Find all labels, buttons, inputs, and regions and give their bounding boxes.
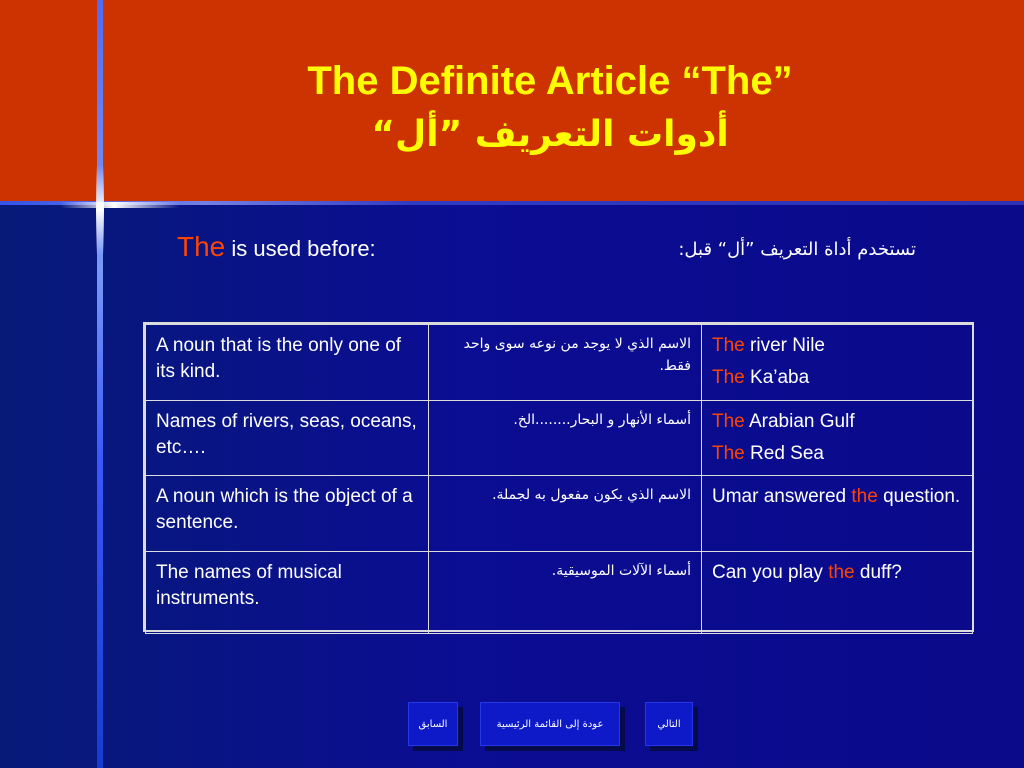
rule-description: A noun that is the only one of its kind. xyxy=(146,325,429,401)
rule-description-arabic: أسماء الآلات الموسيقية. xyxy=(429,552,702,634)
table-row xyxy=(146,401,973,476)
article-highlight: the xyxy=(828,562,855,583)
slide-title: The Definite Article “The” xyxy=(307,59,793,103)
rule-description-arabic: الاسم الذي لا يوجد من نوعه سوى واحد فقط. xyxy=(429,325,702,401)
main-menu-button[interactable]: عودة إلى القائمة الرئيسية xyxy=(480,702,620,746)
usage-table xyxy=(143,322,974,632)
example-text: question. xyxy=(877,486,961,507)
example-text: Arabian Gulf xyxy=(744,411,855,432)
table-row xyxy=(146,325,973,401)
example-line xyxy=(712,333,962,359)
example-text: Red Sea xyxy=(744,443,824,464)
vertical-accent-line xyxy=(97,0,103,768)
example-text: river Nile xyxy=(744,335,825,356)
example-line xyxy=(712,441,962,467)
example-text: Can you play xyxy=(712,562,829,583)
intro-text-arabic: تستخدم أداة التعريف ”أل“ قبل: xyxy=(678,239,916,260)
example-text: duff? xyxy=(854,562,902,583)
example-cell xyxy=(702,401,973,476)
rule-description: Names of rivers, seas, oceans, etc…. xyxy=(146,401,429,476)
slide-title-arabic: أدوات التعريف ”أل“ xyxy=(371,114,729,155)
table-row xyxy=(146,476,973,552)
example-cell xyxy=(702,552,973,634)
example-cell xyxy=(702,325,973,401)
article-highlight: The xyxy=(712,367,745,388)
rule-description: The names of musical instruments. xyxy=(146,552,429,634)
sparkle-horizontal xyxy=(60,202,180,208)
article-highlight: The xyxy=(712,443,745,464)
rule-description-arabic: الاسم الذي يكون مفعول به لجملة. xyxy=(429,476,702,552)
example-text: Umar answered xyxy=(712,486,852,507)
rule-description-arabic: أسماء الأنهار و البحار........الخ. xyxy=(429,401,702,476)
intro-text xyxy=(177,232,376,264)
example-text: Ka’aba xyxy=(744,367,810,388)
article-highlight: the xyxy=(851,486,878,507)
example-cell xyxy=(702,476,973,552)
sparkle-vertical xyxy=(96,165,104,255)
example-line xyxy=(712,365,962,391)
table-row xyxy=(146,552,973,634)
intro-rest: is used before: xyxy=(225,236,376,261)
example-line xyxy=(712,409,962,435)
previous-button[interactable]: السابق xyxy=(408,702,458,746)
rule-description: A noun which is the object of a sentence. xyxy=(146,476,429,552)
article-highlight: The xyxy=(712,411,745,432)
article-highlight: The xyxy=(712,335,745,356)
next-button[interactable]: التالي xyxy=(645,702,693,746)
intro-the: The xyxy=(177,231,226,262)
